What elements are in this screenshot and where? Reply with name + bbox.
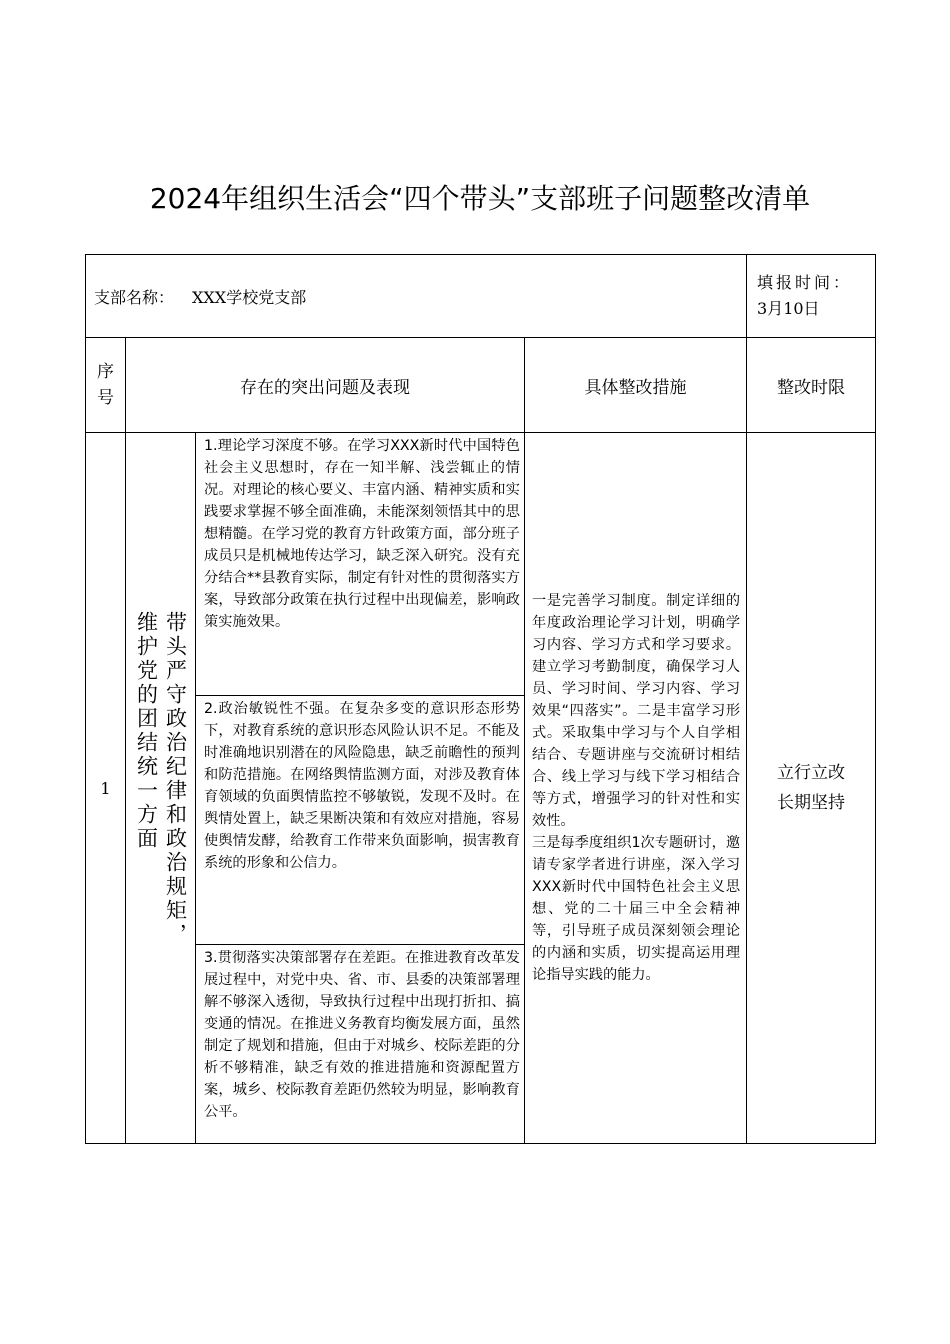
seq-header-text: 序号: [97, 362, 114, 408]
branch-label: 支部名称：: [94, 287, 175, 307]
table-row: [86, 433, 876, 696]
deadline-line-2: 长期坚持: [777, 793, 846, 813]
fill-date-cell: [747, 255, 876, 338]
rectification-table: [85, 254, 876, 1144]
measures-cell: [525, 433, 747, 1144]
date-value: 3月10日: [757, 299, 820, 318]
problem-item-1: 1.理论学习深度不够。在学习XXX新时代中国特色社会主义思想时，存在一知半解、浅尝辄止的情况。对理论的核心要义、丰富内涵、精神实质和实践要求掌握不够全面准确，未能深刻领悟其中的思想精髓。在学习党的教育方针政策方面，部分班子成员只是机械地传达学习，缺乏深入研究。没有充分结合**县教育实际，制定有针对性的贯彻落实方案，导致部分政策在执行过程中出现偏差，影响政策实施效果。: [196, 433, 525, 696]
problem-item-2: 2.政治敏锐性不强。在复杂多变的意识形态形势下，对教育系统的意识形态风险认识不足。不能及时准确地识别潜在的风险隐患，缺乏前瞻性的预判和防范措施。在网络舆情监测方面，对涉及教育体育领域的负面舆情监控不够敏锐，发现不及时。在舆情处置上，缺乏果断决策和有效应对措施，容易使舆情发酵，给教育工作带来负面影响，损害教育系统的形象和公信力。: [196, 696, 525, 945]
category-cell: [126, 433, 196, 1144]
row-number: 1: [86, 433, 126, 1144]
document-title: 2024年组织生活会“四个带头”支部班子问题整改清单: [149, 182, 811, 215]
deadline-line-1: 立行立改: [777, 763, 846, 783]
category-text: 带头严守政治纪律和政治规矩，维护党的团结统一方面: [134, 610, 188, 947]
measures-text: 一是完善学习制度。制定详细的年度政治理论学习计划，明确学习内容、学习方式和学习要求。建立学习考勤制度，确保学习人员、学习时间、学习内容、学习效果“四落实”。二是丰富学习形式。采取集中学习与个人自学相结合、专题讲座与交流研讨相结合、线上学习与线下学习相结合等方式，增强学习的针对性和实效性。 三是每季度组织1次专题研讨，邀请专家学者进行讲座，深入学习XXX新时代中国特色社会主义思想、党的二十届三中全会精神等，引导班子成员深刻领会理论的内涵和实质，切实提高运用理论指导实践的能力。: [532, 593, 741, 983]
col-seq-header: [86, 338, 126, 433]
col-deadline-header: 整改时限: [747, 338, 876, 433]
branch-value: XXX学校党支部: [192, 287, 307, 307]
date-label: 填报时间：: [757, 273, 853, 292]
problem-item-3: 3.贯彻落实决策部署存在差距。在推进教育改革发展过程中，对党中央、省、市、县委的决策部署理解不够深入透彻，导致执行过程中出现打折扣、搞变通的情况。在推进义务教育均衡发展方面，虽然制定了规划和措施，但由于对城乡、校际差距的分析不够精准，缺乏有效的推进措施和资源配置方案，城乡、校际教育差距仍然较为明显，影响教育公平。: [196, 945, 525, 1144]
column-header-row: [86, 338, 876, 433]
col-measures-header: 具体整改措施: [525, 338, 747, 433]
header-row: [86, 255, 876, 338]
branch-name-cell: [86, 255, 747, 338]
deadline-cell: [747, 433, 876, 1144]
col-problems-header: 存在的突出问题及表现: [126, 338, 525, 433]
